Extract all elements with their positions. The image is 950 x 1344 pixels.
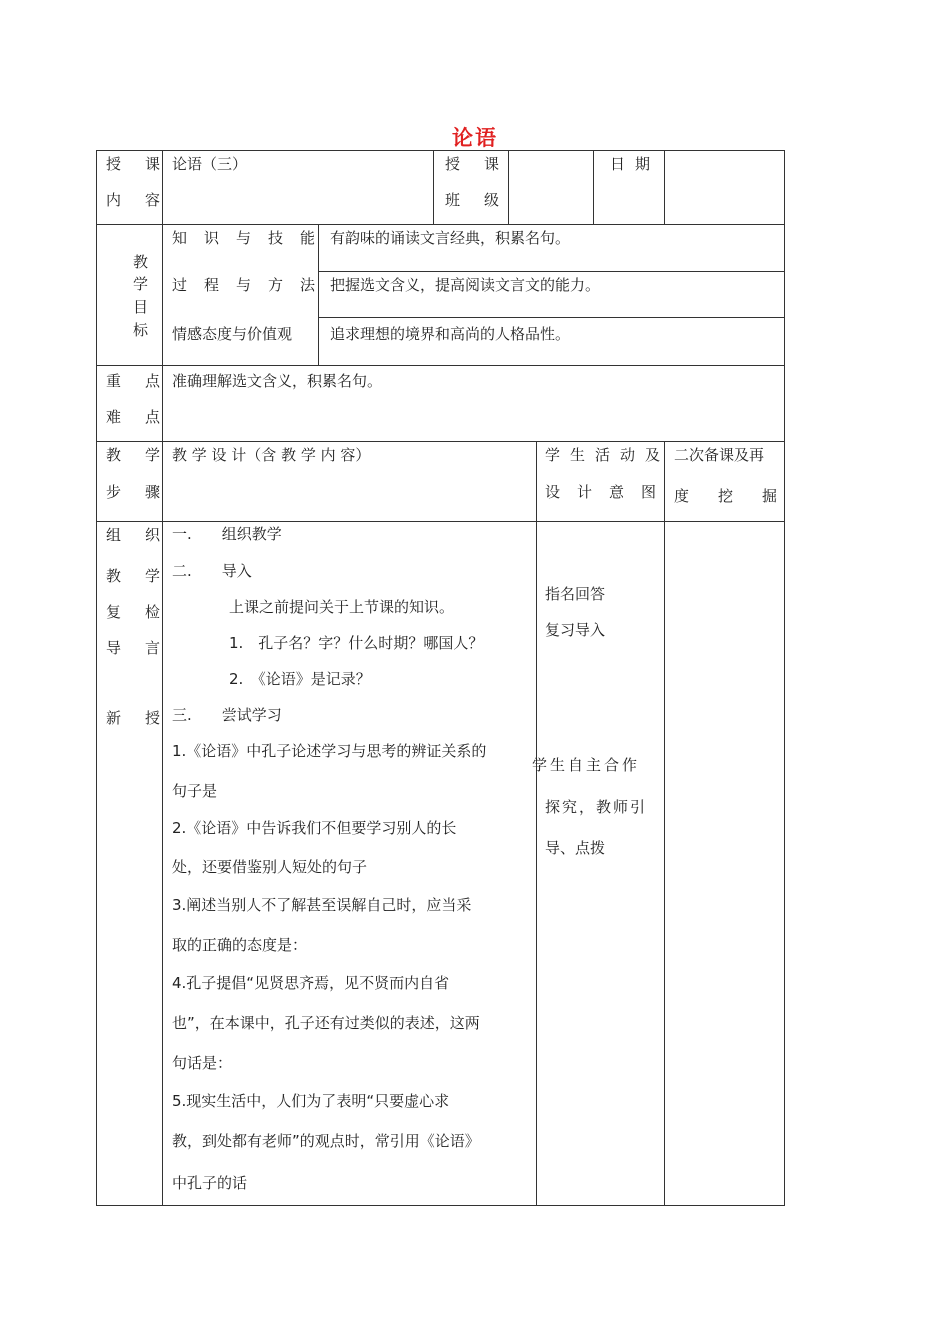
step-teach: 教学 <box>106 567 185 585</box>
goal-text-process: 把握选文含义，提高阅读文言文的能力。 <box>330 276 601 294</box>
design-far-1: 二次备课及再 <box>674 446 765 464</box>
goals-label-1: 教 <box>133 253 149 271</box>
body-line: 教，到处都有老师”的观点时，常引用《论语》 <box>172 1132 480 1150</box>
goal-text-emotion: 追求理想的境界和高尚的人格品性。 <box>330 325 571 343</box>
step-new: 新授 <box>106 709 185 727</box>
goal-name-process: 过程与方法 <box>172 276 333 294</box>
goal-name-emotion: 情感态度与价值观 <box>172 325 293 343</box>
design-right-2: 设计意图 <box>545 483 674 501</box>
body-line: 4.孔子提倡“见贤思齐焉，见不贤而内自省 <box>172 974 450 992</box>
goals-label-2: 学 <box>133 275 149 293</box>
body-line: 句话是： <box>172 1054 233 1072</box>
body-line: 句子是 <box>172 782 218 800</box>
step-review: 复检 <box>106 603 185 621</box>
label-date: 日期 <box>610 155 661 173</box>
goals-label-3: 目 <box>133 298 149 316</box>
design-left-2: 步骤 <box>106 483 185 501</box>
step-intro: 导言 <box>106 639 185 657</box>
goal-text-knowledge: 有韵味的诵读文言经典，积累名句。 <box>330 229 571 247</box>
key-text: 准确理解选文含义，积累名句。 <box>172 372 383 390</box>
design-far-2: 度挖掘 <box>674 487 807 505</box>
activity-line: 指名回答 <box>545 585 606 603</box>
body-line: 3.阐述当别人不了解甚至误解自己时，应当采 <box>172 896 472 914</box>
goal-name-knowledge: 知识与技能 <box>172 229 333 247</box>
label-content-1: 授课 <box>106 155 185 173</box>
body-line: 处，还要借鉴别人短处的句子 <box>172 858 368 876</box>
course-content: 论语（三） <box>172 155 248 173</box>
body-line: 一. 组织教学 <box>172 525 282 543</box>
label-content-2: 内容 <box>106 191 185 209</box>
body-line: 也”，在本课中，孔子还有过类似的表述，这两 <box>172 1014 480 1032</box>
activity-line: 探究，教师引 <box>545 798 648 816</box>
body-line: 中孔子的话 <box>172 1174 248 1192</box>
body-line: 三. 尝试学习 <box>172 706 282 724</box>
activity-line: 学生自主合作 <box>532 756 641 774</box>
body-line: 1.《论语》中孔子论述学习与思考的辨证关系的 <box>172 742 487 760</box>
activity-line: 复习导入 <box>545 621 606 639</box>
key-label-1: 重点 <box>106 372 185 390</box>
body-line: 5.现实生活中，人们为了表明“只要虚心求 <box>172 1092 450 1110</box>
label-class-2: 班级 <box>445 191 524 209</box>
design-right-1: 学生活动及 <box>545 446 671 464</box>
body-line: 2. 《论语》是记录？ <box>229 670 371 688</box>
step-organize: 组织 <box>106 526 185 544</box>
body-line: 上课之前提问关于上节课的知识。 <box>229 598 455 616</box>
body-line: 二. 导入 <box>172 562 252 580</box>
label-class-1: 授课 <box>445 155 524 173</box>
body-line: 取的正确的态度是： <box>172 936 308 954</box>
body-line: 1. 孔子名？字？什么时期？哪国人？ <box>229 634 484 652</box>
activity-line: 导、点拨 <box>545 839 606 857</box>
body-line: 2.《论语》中告诉我们不但要学习别人的长 <box>172 819 457 837</box>
key-label-2: 难点 <box>106 408 185 426</box>
page-title: 论语 <box>452 126 498 150</box>
goals-label-4: 标 <box>133 321 149 339</box>
design-middle: 教 学 设 计（含 教 学 内 容） <box>172 446 371 464</box>
design-left-1: 教学 <box>106 446 185 464</box>
